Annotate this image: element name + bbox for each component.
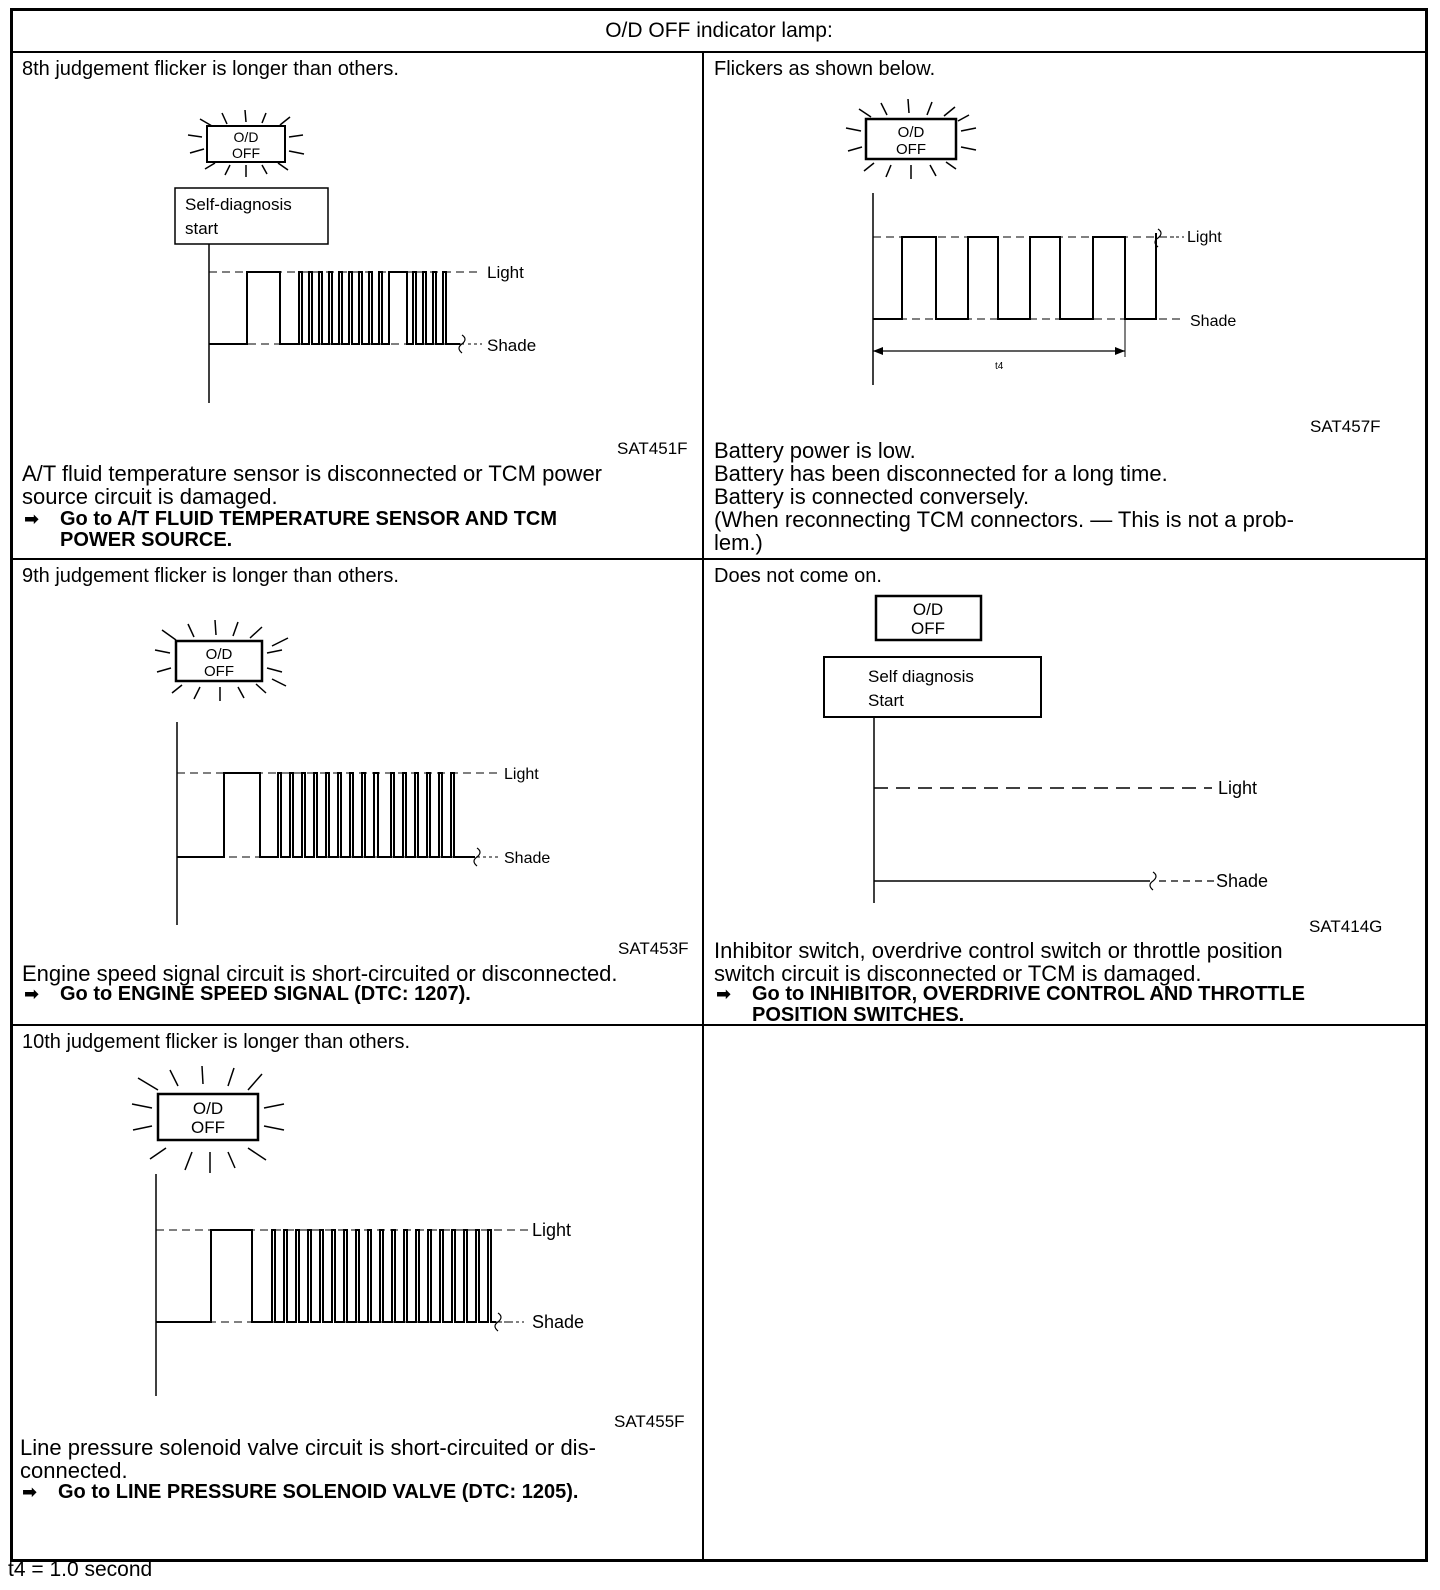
lamp-icon xyxy=(132,1066,284,1173)
cell-title: Does not come on. xyxy=(714,565,882,587)
flicker-diagram-9th xyxy=(10,560,610,940)
cell-does-not-come-on xyxy=(704,560,1428,1024)
cause-line-3: Battery is connected conversely. xyxy=(714,484,1030,509)
cause-line-2: switch circuit is disconnected or TCM is damaged. xyxy=(714,961,1202,986)
self-diagnosis-label-2: Start xyxy=(868,691,904,710)
figure-code: SAT457F xyxy=(1310,417,1381,436)
cell-10th-judgement xyxy=(10,1026,702,1556)
arrow-right-icon: ➡ xyxy=(24,509,40,529)
cause-line-5: lem.) xyxy=(714,530,763,555)
arrow-right-icon: ➡ xyxy=(22,1482,38,1502)
diagnosis-table xyxy=(10,8,1428,1564)
go-line-1: Go to LINE PRESSURE SOLENOID VALVE (DTC: 1205). xyxy=(58,1481,579,1503)
lamp-label-od: O/D xyxy=(192,1099,224,1118)
figure-code: SAT414G xyxy=(1309,917,1383,936)
self-diagnosis-label-1: Self-diagnosis xyxy=(185,195,292,214)
lamp-icon xyxy=(876,596,981,640)
cause-line-2: source circuit is damaged. xyxy=(22,484,278,509)
lamp-label-off: OFF xyxy=(204,663,234,680)
cause-line-1: Inhibitor switch, overdrive control switch or throttle position xyxy=(714,938,1283,963)
flicker-waveform xyxy=(873,233,1156,319)
flicker-waveform xyxy=(177,773,475,857)
self-diagnosis-start-box xyxy=(824,657,1041,717)
go-to-instruction xyxy=(24,984,684,1006)
figure-code: SAT451F xyxy=(617,439,688,458)
cell-title: Flickers as shown below. xyxy=(714,58,936,80)
go-to-instruction xyxy=(716,984,1416,1028)
cell-empty xyxy=(704,1026,1428,1556)
cause-line-1: Line pressure solenoid valve circuit is short-circuited or dis- xyxy=(20,1435,596,1460)
go-to-instruction xyxy=(24,509,684,553)
light-label: Light xyxy=(504,766,539,783)
cell-title: 10th judgement flicker is longer than others. xyxy=(22,1031,410,1053)
go-line-1: Go to A/T FLUID TEMPERATURE SENSOR AND TCM xyxy=(60,508,558,530)
light-label: Light xyxy=(487,263,524,282)
go-line-2: POWER SOURCE. xyxy=(60,529,233,551)
lamp-icon xyxy=(155,620,288,701)
shade-label: Shade xyxy=(504,850,551,867)
flicker-diagram-8th xyxy=(10,53,610,413)
cause-line-2: connected. xyxy=(20,1458,128,1483)
flicker-waveform xyxy=(156,1230,496,1322)
flicker-diagram-off xyxy=(704,560,1324,920)
light-label: Light xyxy=(1187,229,1222,246)
light-label: Light xyxy=(1218,778,1258,798)
go-line-1: Go to ENGINE SPEED SIGNAL (DTC: 1207). xyxy=(60,983,471,1005)
shade-label: Shade xyxy=(1190,313,1237,330)
cause-line-2: Battery has been disconnected for a long time. xyxy=(714,461,1168,486)
go-to-instruction xyxy=(22,1482,682,1504)
footnote: t4 = 1.0 second xyxy=(8,1558,153,1581)
self-diagnosis-label-2: start xyxy=(185,219,219,238)
arrow-right-icon: ➡ xyxy=(716,984,732,1004)
arrow-right-icon: ➡ xyxy=(24,984,40,1004)
lamp-label-od: O/D xyxy=(897,124,925,141)
go-line-1: Go to INHIBITOR, OVERDRIVE CONTROL AND THROTTLE xyxy=(752,983,1305,1005)
figure-code: SAT455F xyxy=(614,1412,685,1431)
lamp-label-off: OFF xyxy=(911,619,945,638)
flicker-diagram-battery xyxy=(704,53,1304,413)
cause-line-1: Battery power is low. xyxy=(714,438,916,463)
lamp-label-off: OFF xyxy=(232,145,260,161)
cause-line-1: A/T fluid temperature sensor is disconnected or TCM power xyxy=(22,461,603,486)
go-line-2: POSITION SWITCHES. xyxy=(752,1004,965,1026)
shade-label: Shade xyxy=(1216,871,1269,891)
cause-line-4: (When reconnecting TCM connectors. — This is not a prob- xyxy=(714,507,1294,532)
lamp-label-od: O/D xyxy=(233,129,259,145)
cause-line-1: Engine speed signal circuit is short-circuited or disconnected. xyxy=(22,961,618,986)
cell-title: 9th judgement flicker is longer than others. xyxy=(22,565,399,587)
lamp-label-off: OFF xyxy=(896,141,926,158)
lamp-label-off: OFF xyxy=(191,1118,225,1137)
lamp-icon xyxy=(846,99,976,179)
cell-title: 8th judgement flicker is longer than others. xyxy=(22,58,399,80)
cell-8th-judgement xyxy=(10,53,702,558)
light-label: Light xyxy=(532,1220,572,1240)
figure-code: SAT453F xyxy=(618,939,689,958)
lamp-icon xyxy=(188,110,304,177)
t4-label: t4 xyxy=(995,361,1004,372)
table-header: O/D OFF indicator lamp: xyxy=(10,8,1428,53)
lamp-label-od: O/D xyxy=(912,600,944,619)
cell-9th-judgement xyxy=(10,560,702,1024)
cell-flickers-shown xyxy=(704,53,1428,558)
lamp-label-od: O/D xyxy=(205,646,233,663)
flicker-diagram-10th xyxy=(10,1026,630,1426)
flicker-waveform xyxy=(209,272,460,344)
self-diagnosis-label-1: Self diagnosis xyxy=(868,667,974,686)
shade-label: Shade xyxy=(532,1312,585,1332)
shade-label: Shade xyxy=(487,336,537,355)
